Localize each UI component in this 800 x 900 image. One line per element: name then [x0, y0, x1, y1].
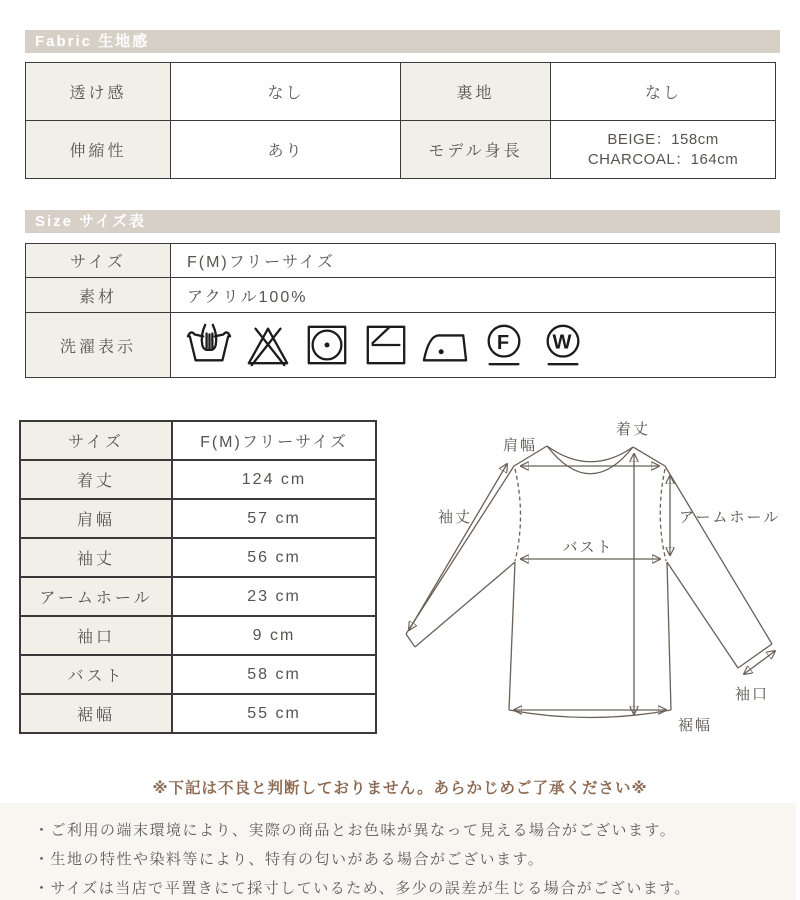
diagram-label-shoulder: 肩幅 [502, 437, 538, 454]
size-info-row-care [26, 313, 776, 378]
meas-value-bust: 58 cm [172, 655, 376, 694]
model-height-beige: BEIGE：158cm [607, 130, 719, 148]
meas-label-shoulder: 肩幅 [20, 499, 172, 538]
size-info-row-material [26, 278, 776, 313]
fabric-value-lining: なし [551, 63, 776, 121]
garment-measurement-diagram [398, 413, 790, 765]
diagram-label-sleeve: 袖丈 [437, 509, 473, 526]
care-symbols-row [172, 322, 774, 368]
meas-header-value: F(M)フリーサイズ [172, 421, 376, 460]
fabric-label-lining: 裏地 [401, 63, 551, 121]
fabric-label-model-height: モデル身長 [401, 121, 551, 179]
size-section-header: Size サイズ表 [25, 210, 780, 233]
meas-label-cuff: 袖口 [20, 616, 172, 655]
meas-label-length: 着丈 [20, 460, 172, 499]
meas-row-shoulder [20, 499, 376, 538]
meas-value-shoulder: 57 cm [172, 499, 376, 538]
dry-flat-in-shade-icon [363, 322, 409, 368]
material-value: アクリル100% [171, 278, 776, 313]
diagram-label-hem: 裾幅 [678, 717, 713, 734]
meas-label-armhole: アームホール [20, 577, 172, 616]
notice-item-color: ・ご利用の端末環境により、実際の商品とお色味が異なって見える場合がございます。 [34, 822, 677, 839]
dry-clean-F-gentle-icon [481, 322, 527, 368]
fabric-label-stretch: 伸縮性 [26, 121, 171, 179]
size-value: F(M)フリーサイズ [171, 244, 776, 278]
meas-row-sleeve [20, 538, 376, 577]
size-label: サイズ [26, 244, 171, 278]
meas-label-bust: バスト [20, 655, 172, 694]
meas-label-hem: 裾幅 [20, 694, 172, 733]
meas-row-cuff [20, 616, 376, 655]
meas-header-label: サイズ [20, 421, 172, 460]
meas-row-bust [20, 655, 376, 694]
care-symbols-cell [171, 313, 776, 378]
tumble-dry-low-heat-icon [304, 322, 350, 368]
hand-wash-icon [186, 322, 232, 368]
measurements-table [19, 420, 377, 734]
garment-outline [406, 446, 772, 718]
fabric-table [25, 62, 776, 179]
notice-box [0, 803, 796, 900]
fabric-value-sheerness: なし [171, 63, 401, 121]
fabric-value-model-height [551, 121, 776, 179]
fabric-label-sheerness: 透け感 [26, 63, 171, 121]
meas-value-length: 124 cm [172, 460, 376, 499]
svg-text:F: F [496, 331, 512, 354]
svg-text:W: W [552, 331, 574, 354]
do-not-bleach-icon [245, 322, 291, 368]
meas-label-sleeve: 袖丈 [20, 538, 172, 577]
meas-value-hem: 55 cm [172, 694, 376, 733]
size-info-table [25, 243, 776, 378]
fabric-section-header: Fabric 生地感 [25, 30, 780, 53]
iron-low-heat-icon [422, 322, 468, 368]
fabric-value-stretch: あり [171, 121, 401, 179]
diagram-label-armhole: アームホール [679, 509, 781, 526]
meas-value-sleeve: 56 cm [172, 538, 376, 577]
diagram-label-bust: バスト [562, 539, 614, 556]
fabric-row-2 [26, 121, 776, 179]
material-label: 素材 [26, 278, 171, 313]
size-info-row-size [26, 244, 776, 278]
care-label: 洗濯表示 [26, 313, 171, 378]
diagram-label-length: 着丈 [615, 421, 651, 438]
meas-row-length [20, 460, 376, 499]
diagram-label-cuff: 袖口 [734, 686, 770, 703]
meas-row-hem [20, 694, 376, 733]
meas-value-armhole: 23 cm [172, 577, 376, 616]
fabric-row-1 [26, 63, 776, 121]
model-height-charcoal: CHARCOAL：164cm [587, 150, 739, 168]
notice-title: ※下記は不良と判断しておりません。あらかじめご了承ください※ [152, 780, 648, 797]
measurement-arrows [409, 454, 775, 714]
notice-item-size-error: ・サイズは当店で平置きにて採寸しているため、多少の誤差が生じる場合がございます。 [34, 880, 692, 897]
measurements-header-row [20, 421, 376, 460]
notice-item-smell: ・生地の特性や染料等により、特有の匂いがある場合がございます。 [34, 851, 545, 868]
wet-clean-W-gentle-icon [540, 322, 586, 368]
meas-value-cuff: 9 cm [172, 616, 376, 655]
meas-row-armhole [20, 577, 376, 616]
